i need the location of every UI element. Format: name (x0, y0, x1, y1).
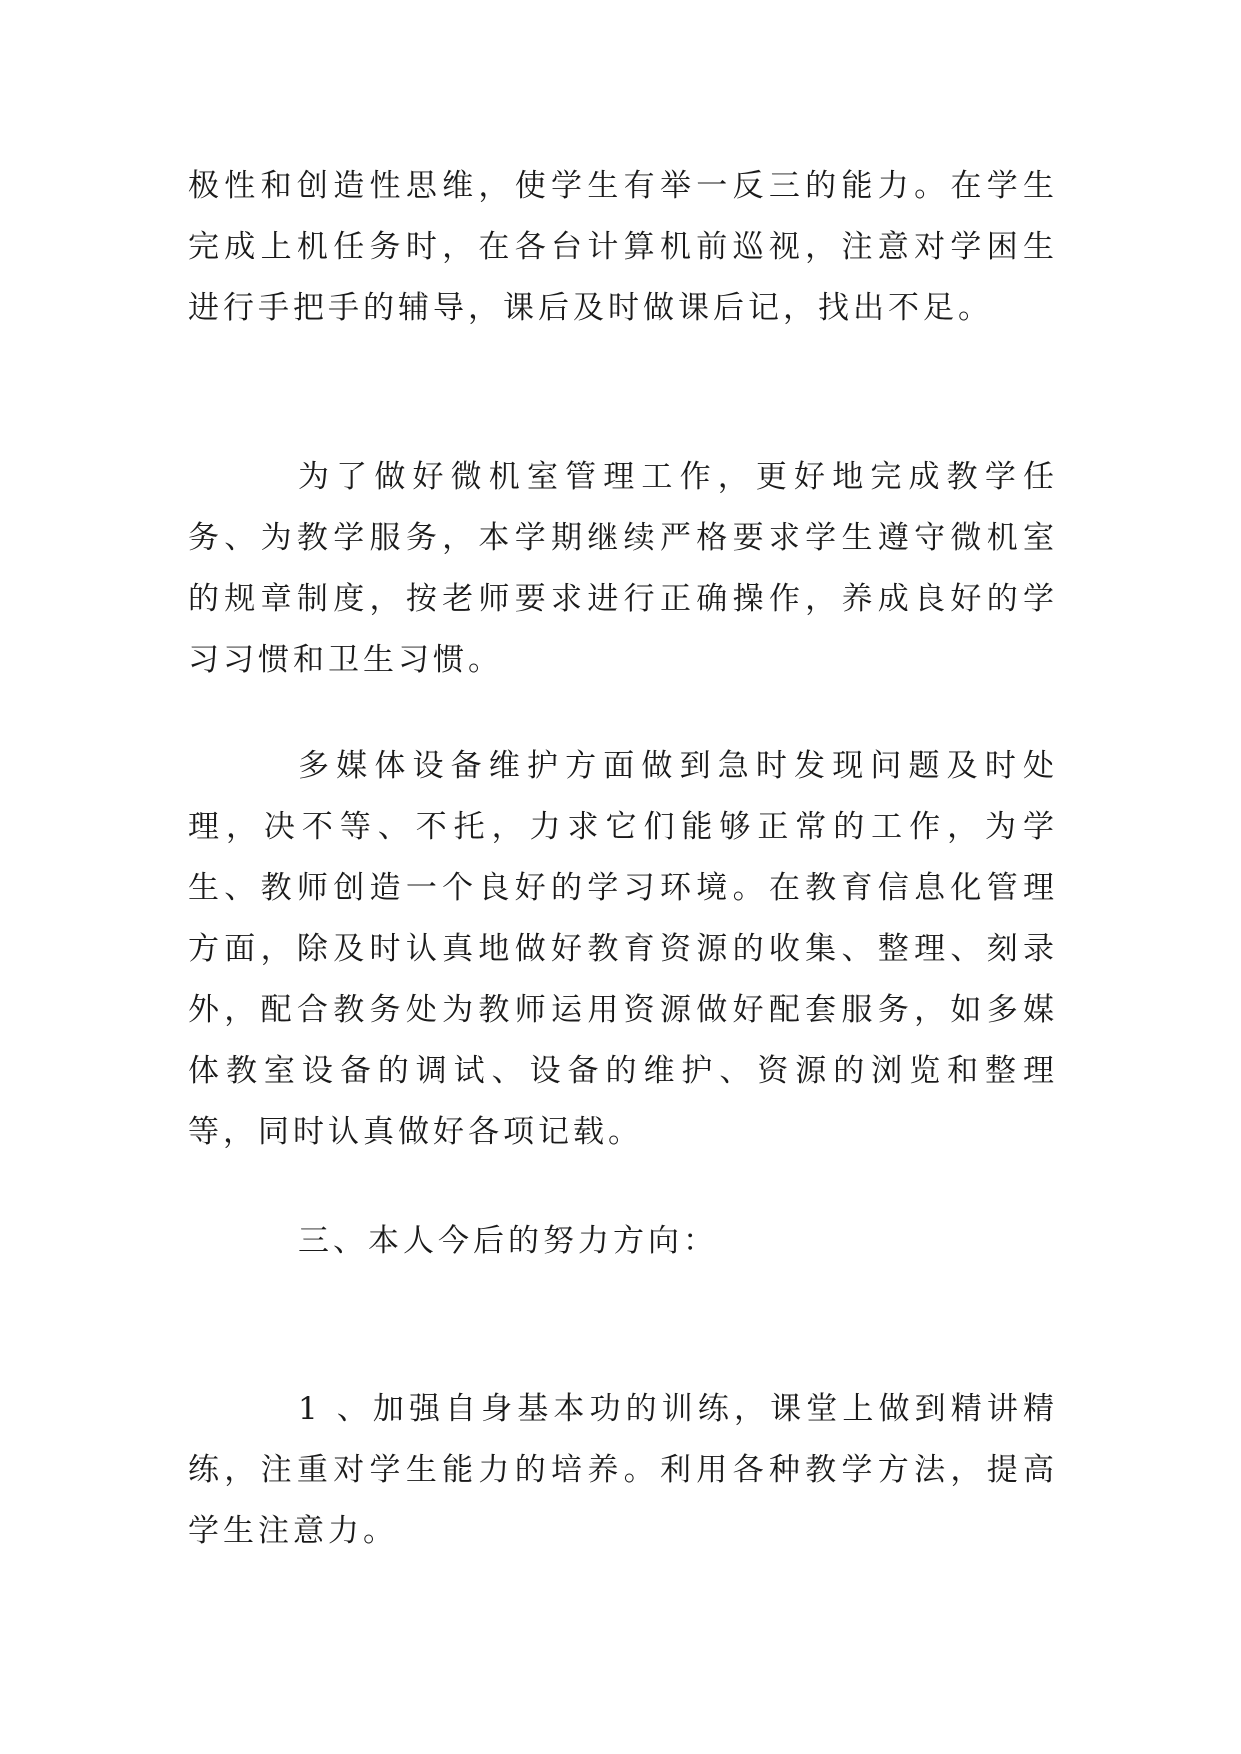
paragraph-continuation: 极性和创造性思维，使学生有举一反三的能力。在学生完成上机任务时，在各台计算机前巡视，注意对学困生进行手把手的辅导，课后及时做课后记，找出不足。 (188, 168, 1058, 326)
paragraph-item-1: 1 、加强自身基本功的训练，课堂上做到精讲精练，注重对学生能力的培养。利用各种教学方法，提高学生注意力。 (188, 1391, 1058, 1549)
paragraph-multimedia-maintenance: 多媒体设备维护方面做到急时发现问题及时处理，决不等、不托，力求它们能够正常的工作，为学生、教师创造一个良好的学习环境。在教育信息化管理方面，除及时认真地做好教育资源的收集、整理、刻录外，配合教务处为教师运用资源做好配套服务，如多媒体教室设备的调试、设备的维护、资源的浏览和整理等，同时认真做好各项记载。 (188, 748, 1058, 1150)
paragraph-lab-management: 为了做好微机室管理工作，更好地完成教学任务、为教学服务，本学期继续严格要求学生遵守微机室的规章制度，按老师要求进行正确操作，养成良好的学习习惯和卫生习惯。 (188, 459, 1058, 678)
section-heading-future-direction: 三、本人今后的努力方向： (298, 1223, 718, 1259)
